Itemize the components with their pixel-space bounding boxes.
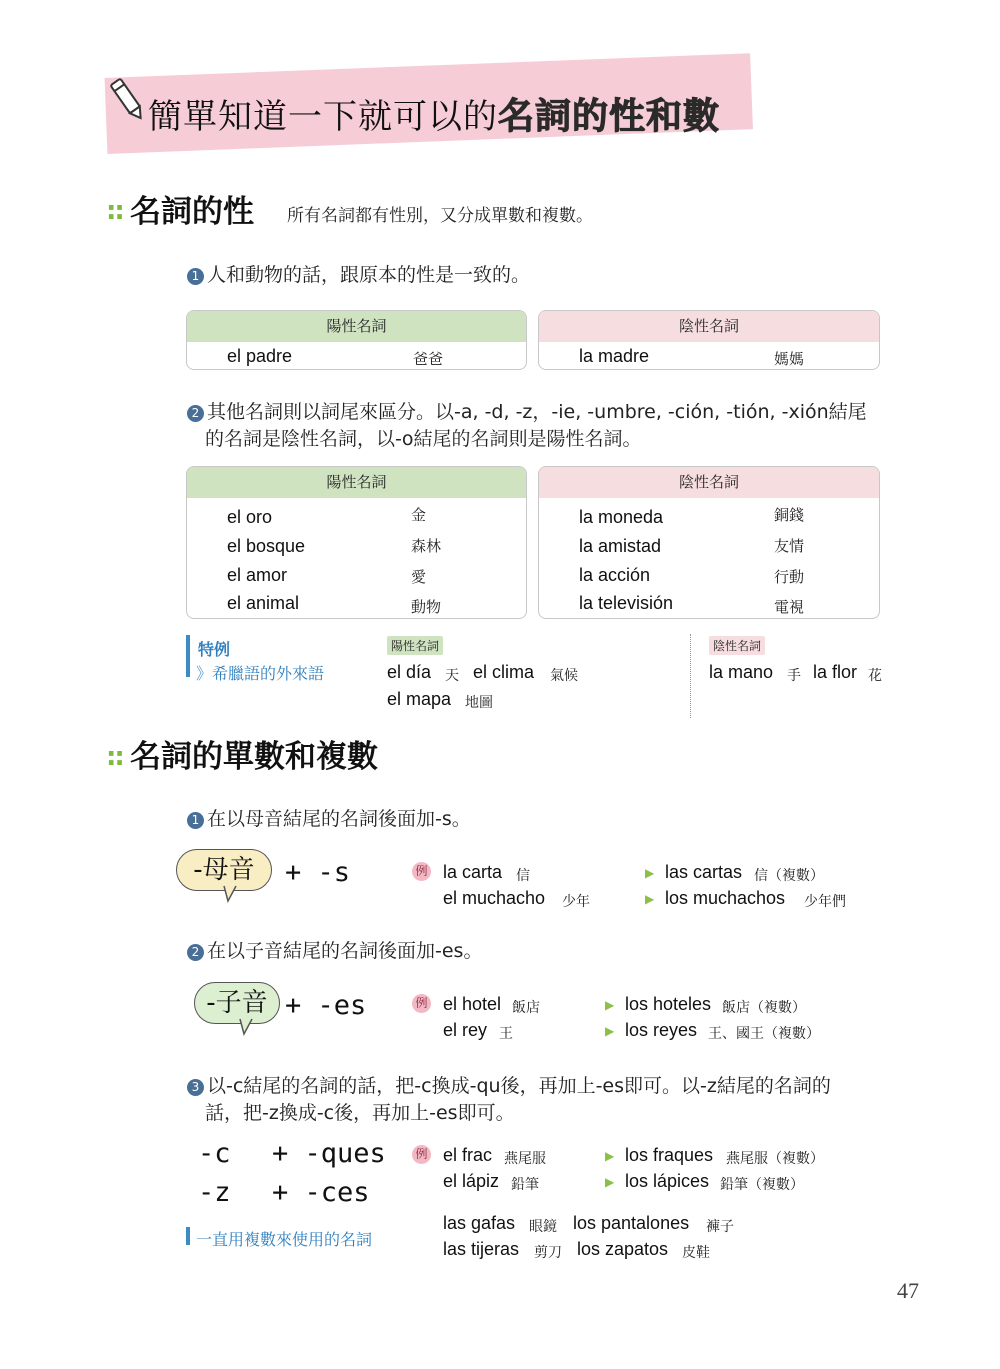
masculine-table-1 — [186, 310, 527, 370]
plural-only-zh: 皮鞋 — [682, 1245, 710, 1261]
example-icon: 例 — [412, 862, 431, 881]
formula-3a: -c — [198, 1138, 231, 1169]
table-cell-zh: 爸爸 — [413, 350, 444, 368]
exception-zh: 氣候 — [550, 668, 578, 684]
example-pl-zh: 燕尾服（複數） — [726, 1151, 824, 1167]
table-cell-zh: 友情 — [774, 537, 805, 555]
feminine-table-2 — [538, 466, 880, 619]
section-title-gender: 名詞的性 — [130, 194, 254, 230]
arrow-icon: ▶ — [645, 866, 655, 880]
table-cell-es: el amor — [227, 565, 288, 585]
example-pl-zh: 飯店（複數） — [722, 1000, 806, 1016]
example-pl-zh: 信（複數） — [754, 868, 824, 884]
formula-4a: -z — [198, 1177, 231, 1208]
example-sg-zh: 王 — [499, 1026, 513, 1042]
example-sg: la carta — [443, 862, 503, 882]
exception-title: 特例 — [198, 640, 231, 659]
masculine-tag: 陽性名詞 — [387, 636, 443, 655]
table-cell-es: el animal — [227, 593, 300, 613]
table-header: 陰性名詞 — [539, 311, 879, 342]
page-title: 簡單知道一下就可以的名詞的性和數 — [148, 96, 721, 137]
example-pl-zh: 少年們 — [804, 894, 846, 910]
example-sg-zh: 信 — [516, 868, 530, 884]
arrow-icon: ▶ — [605, 998, 615, 1012]
example-icon: 例 — [412, 994, 431, 1013]
feminine-table-1 — [538, 310, 880, 370]
arrow-icon: ▶ — [645, 892, 655, 906]
table-cell-es: el padre — [227, 346, 293, 366]
exception-es: el clima — [473, 662, 535, 682]
exception-es: el día — [387, 662, 432, 682]
exception-es: la flor — [813, 662, 858, 682]
table-cell-es: la acción — [579, 565, 651, 585]
exception-bar — [186, 635, 190, 677]
table-cell-es: el oro — [227, 507, 273, 527]
table-cell-zh: 行動 — [774, 568, 805, 586]
section-title-number: 名詞的單數和複數 — [130, 739, 378, 775]
table-cell-zh: 金 — [411, 506, 427, 524]
formula-2: + -es — [285, 990, 367, 1021]
example-sg: el muchacho — [443, 888, 546, 908]
example-sg: el hotel — [443, 994, 502, 1014]
bubble-tail-icon — [222, 885, 242, 903]
example-sg-zh: 燕尾服 — [504, 1151, 546, 1167]
consonant-bubble: -子音 — [194, 982, 280, 1024]
table-cell-es: la madre — [579, 346, 650, 366]
table-cell-zh: 愛 — [411, 568, 427, 586]
masculine-table-2 — [186, 466, 527, 619]
example-pl: las cartas — [665, 862, 743, 882]
plural-only-zh: 褲子 — [706, 1219, 734, 1235]
formula-3b: + -ques — [272, 1138, 386, 1169]
table-cell-zh: 媽媽 — [774, 350, 805, 368]
section-subtitle: 所有名詞都有性別，又分成單數和複數。 — [287, 206, 593, 226]
plural-only-es: las gafas — [443, 1213, 516, 1233]
point-2-line2: 的名詞是陰性名詞，以-o結尾的名詞則是陽性名詞。 — [205, 428, 642, 450]
example-icon: 例 — [412, 1145, 431, 1164]
example-pl: los hoteles — [625, 994, 712, 1014]
table-cell-zh: 電視 — [774, 598, 805, 616]
rule-1: 1 在以母音結尾的名詞後面加-s。 — [187, 805, 471, 833]
plural-only-es: las tijeras — [443, 1239, 520, 1259]
section-bullet-icon: :: — [106, 196, 123, 226]
table-cell-zh: 動物 — [411, 598, 442, 616]
example-pl: los muchachos — [665, 888, 786, 908]
exception-zh: 手 — [787, 668, 801, 684]
example-sg: el rey — [443, 1020, 488, 1040]
arrow-icon: ▶ — [605, 1175, 615, 1189]
bubble-tail-icon — [238, 1018, 258, 1036]
table-cell-es: la moneda — [579, 507, 664, 527]
example-pl-zh: 鉛筆（複數） — [720, 1177, 804, 1193]
formula-4b: + -ces — [272, 1177, 370, 1208]
plural-only-title: 一直用複數來使用的名詞 — [196, 1230, 373, 1249]
example-sg-zh: 飯店 — [512, 1000, 540, 1016]
arrow-icon: ▶ — [605, 1024, 615, 1038]
vowel-bubble: -母音 — [176, 849, 272, 891]
exception-es: el mapa — [387, 689, 452, 709]
rule-3-line2: 話，把-z換成-c後，再加上-es即可。 — [205, 1102, 515, 1124]
example-pl: los lápices — [625, 1171, 710, 1191]
table-header: 陰性名詞 — [539, 467, 879, 498]
plural-only-bar — [186, 1227, 190, 1245]
exception-zh: 天 — [445, 668, 459, 684]
example-sg-zh: 鉛筆 — [511, 1177, 539, 1193]
plural-only-es: los pantalones — [573, 1213, 690, 1233]
table-header: 陽性名詞 — [187, 467, 526, 498]
table-cell-es: la amistad — [579, 536, 662, 556]
table-cell-es: el bosque — [227, 536, 306, 556]
page-title-highlight: 名詞的性和數 — [498, 96, 721, 137]
table-cell-zh: 銅錢 — [774, 506, 805, 524]
divider — [690, 634, 691, 718]
exception-zh: 花 — [868, 668, 882, 684]
rule-3: 3 以-c結尾的名詞的話，把-c換成-qu後，再加上-es即可。以-z結尾的名詞的 — [187, 1072, 831, 1100]
exception-zh: 地圖 — [465, 695, 493, 711]
example-sg: el frac — [443, 1145, 493, 1165]
plural-only-zh: 剪刀 — [534, 1245, 562, 1261]
point-2: 2 其他名詞則以詞尾來區分。以-a, -d, -z，-ie, -umbre, -ción, -tión, -xión結尾 — [187, 398, 867, 426]
table-cell-es: la televisión — [579, 593, 674, 613]
formula-1: + -s — [285, 857, 351, 888]
section-bullet-icon: :: — [106, 742, 123, 772]
exception-subtitle: 》希臘語的外來語 — [196, 664, 325, 683]
table-cell-zh: 森林 — [411, 537, 442, 555]
table-header: 陽性名詞 — [187, 311, 526, 342]
example-pl-zh: 王、國王（複數） — [708, 1026, 820, 1042]
plural-only-es: los zapatos — [577, 1239, 669, 1259]
example-pl: los reyes — [625, 1020, 698, 1040]
example-sg: el lápiz — [443, 1171, 500, 1191]
point-1: 1 人和動物的話，跟原本的性是一致的。 — [187, 261, 530, 289]
plural-only-zh: 眼鏡 — [529, 1219, 557, 1235]
exception-es: la mano — [709, 662, 774, 682]
example-sg-zh: 少年 — [562, 894, 590, 910]
example-pl: los fraques — [625, 1145, 714, 1165]
pencil-icon — [108, 74, 148, 126]
rule-2: 2 在以子音結尾的名詞後面加-es。 — [187, 937, 482, 965]
arrow-icon: ▶ — [605, 1149, 615, 1163]
page-number: 47 — [897, 1278, 919, 1303]
feminine-tag: 陰性名詞 — [709, 636, 765, 655]
